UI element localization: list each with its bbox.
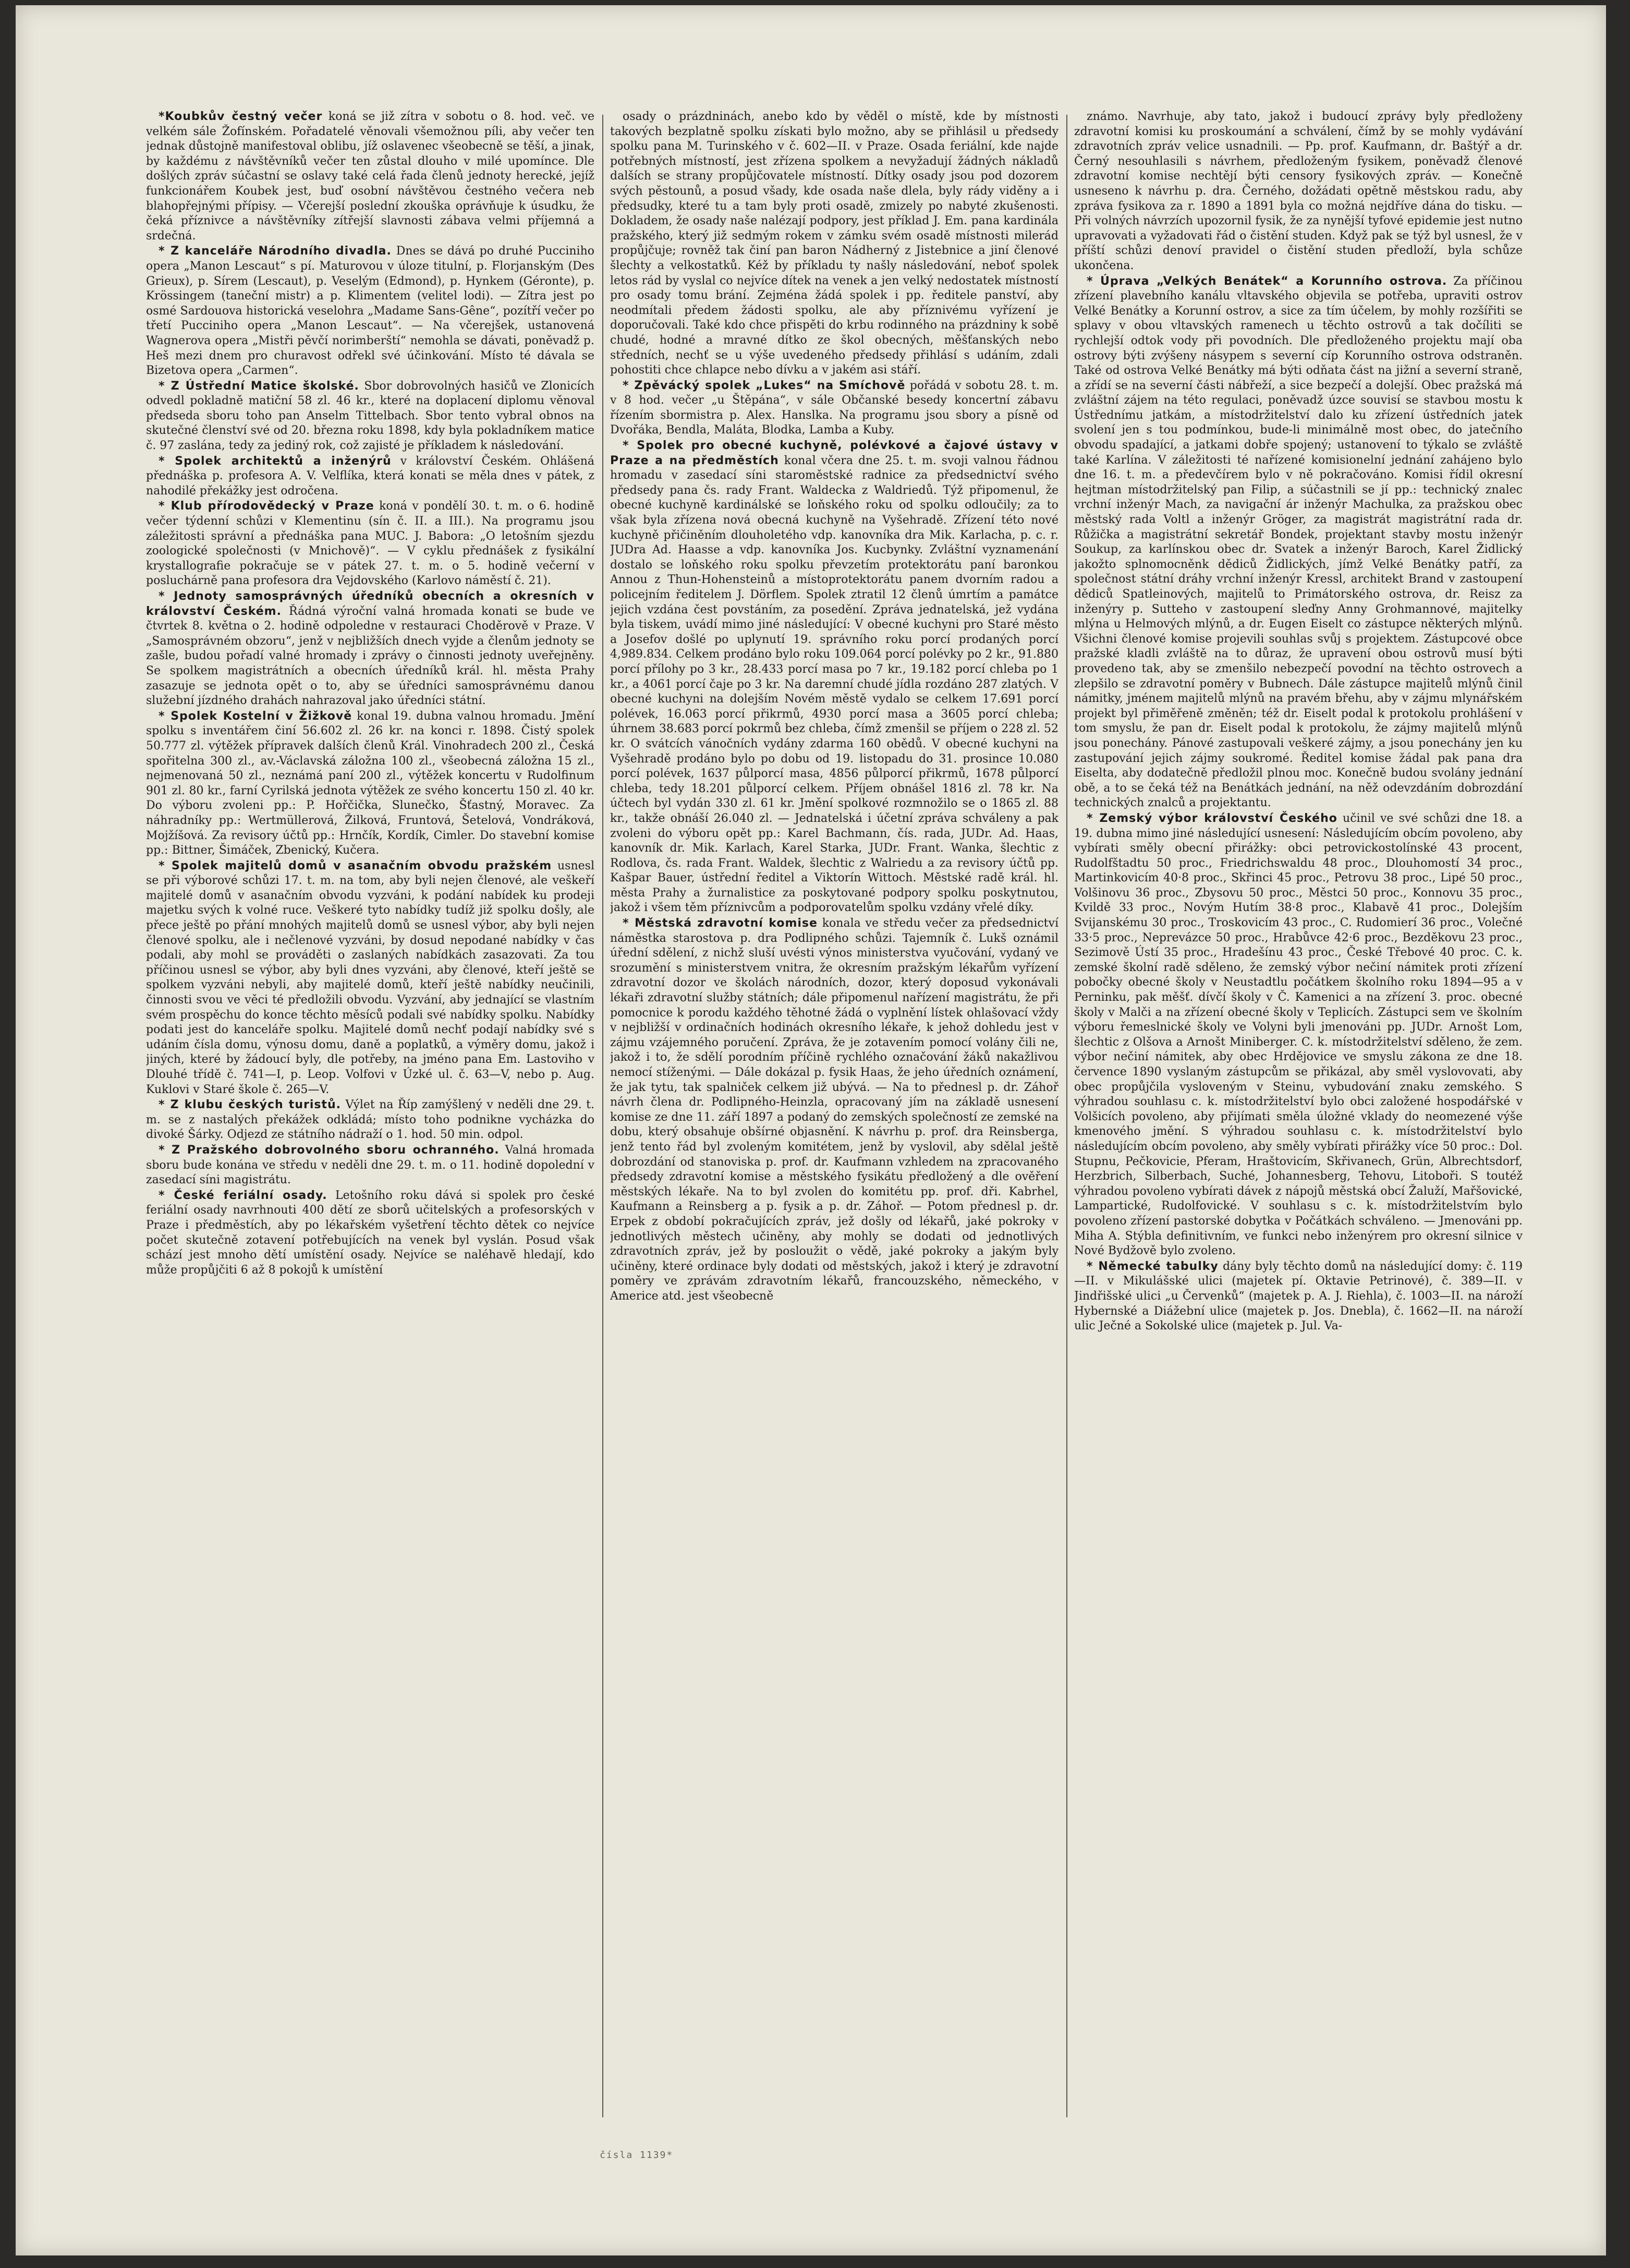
article-body: usnesl se při výborové schůzi 17. t. m. na tom, aby byli nejen členové, ale veškeří majitelé domů v asanačním obvodu vyzváni, k podání nabídek ku prodeji majetku svých k volné ruce. Veškeré tyto nabídky tudíž již spolku došly, ale přece ještě po přání mnohých majitelů domů se usnesl výbor, aby byli nejen členové spolku, ale i nečlenové vyzváni, by dosud nepodané nabídky v čas podali, aby mohl se prováděti o zaslaných nabídkách zasazovati. Za tou příčinou usnesl se výbor, aby byli dnes vyzváni, aby členové, kteří ještě se spolkem vyzváni nebyli, aby majitelé domů, kteří ještě nabídky neučinili, činnosti svou ve věci té předložili obvodu. Vyzvání, aby jednající se vlastním svém prospěchu do konce těchto měsíců podali své nabídky spolku. Nabídky podati jest do kanceláře spolku. Majitelé domů nechť podají nabídky své s udáním čísla domu, výnosu domu, daně a poplatků, a výměry domu, jakož i jiných, které by žádoucí byly, dle potřeby, na jméno pana Em. Lastoviho v Dlouhé třídě č. 741—I, p. Leop. Volfovi v Úzké ul. č. 63—V, nebo p. Aug. Kuklovi v Staré škole č. 265—V. (146, 859, 594, 1096)
page-footer-mark: čísla 1139* (600, 2150, 674, 2161)
news-article (146, 589, 594, 709)
article-body: koná se již zítra v sobotu o 8. hod. več. ve velkém sále Žofínském. Pořadatelé věnovali všemožnou píli, aby večer ten jednak důstojně manifestoval oblibu, jíž oslavenec všeobecně se těší, a jinak, by každému z návštěvníků večer ten zůstal dlouho v milé upomínce. Dle došlých zpráv súčastní se oslavy také celá řada členů jednoty herecké, jejíž funkcionářem Koubek jest, buď osobní návštěvou čestného večera neb blahopřejnými přípisy. — Včerejší poslední zkouška oprávňuje k úsudku, že čeká příznivce a návštěvníky zítřejší slavnosti zábava velmi příjemná a srdečná. (146, 110, 594, 242)
article-body: Řádná výroční valná hromada konati se bude ve čtvrtek 8. května o 2. hodině odpoledne v restauraci Choděrově v Praze. V „Samosprávném obzoru“, jenž v nejbližších dnech vyjde a členům jednoty se zašle, budou pořadí valné hromady i zprávy o činnosti jednoty uveřejněny. Se spolkem magistrátních a obecních úředníků král. hl. města Prahy zasazuje se jednota opět o to, aby se úředníci samosprávnému danou služební jízdného drahách nahrazoval jako úředníci státní. (146, 604, 594, 708)
article-headline: * Z klubu českých turistů. (159, 1098, 342, 1112)
news-article (146, 244, 594, 378)
news-article (610, 439, 1059, 916)
news-article (610, 110, 1059, 378)
article-headline: * Spolek Kostelní v Žižkově (159, 709, 352, 723)
article-headline: * Zpěvácký spolek „Lukes“ na Smíchově (623, 379, 906, 392)
news-article (1074, 811, 1523, 1259)
article-body: Za příčinou zřízení plavebního kanálu vltavského objevila se potřeba, upraviti ostrov Velké Benátky a Korunní ostrov, a sice za tím účelem, by mohly rozšířiti se splavy v obou vltavských ramenech u těchto ostrovů a tak dočíliti se rychlejší odtok vody při povodních. Dle předloženého projektu mají oba ostrovy býti zvýšeny násypem s severní cíp Korunního ostrova odstraněn. Také od ostrova Velké Benátky má býti odňata část na jižní a severní straně, a zřídí se na severní části nábřeží, a sice bezpečí a dolejší. Obec pražská má zvláštní zájem na této regulaci, poněvadž úzce souvisí se stavbou mostu k Ústřednímu jatkám, a místodržitelství dalo ku zřízení ústředních jatek svolení jen s tou podmínkou, bude-li minimálně most obec, do jatečního obvodu spadající, a jatkami dobře spojený; ustanovení to týkalo se zvláště také Karlína. V záležitosti té nařízené komisionelní jednání zahájeno bylo dne 16. t. m. a předevčírem bylo v ně pokračováno. Komisi řídil okresní hejtman místodržitelský pan Filip, a súčastnili se jí pp.: technický znalec vrchní inženýr Mach, za navigační ár inženýr Machulka, za pražskou obec městský rada Voltl a inženýr Gröger, za magistrát magistrátní rada dr. Růžička a magistrátní sekretář Bondek, projektant stavby mostu inženýr Soukup, za karlínskou obec dr. Svatek a inženýr Baroch, Karel Židlický jakožto splnomocněnk dědiců Židlických, jímž Velké Benátky patří, za společnost státní dráhy vrchní inženýr Kressl, architekt Brand v zastoupení dědiců Spatleinových, majitelů to Primátorského ostrova, dr. Reisz za inženýry p. Sutteho v zastoupení sleďny Anny Grohmannové, majitelky mlýna u Helmových mlýnů, a dr. Eugen Eiselt co zástupce některých mlýnů. Všichni členové komise projevili souhlas svůj s projektem. Zástupcové obce pražské kladli zvláště na to důraz, že upravení obou ostrovů musí býti provedeno tak, aby se zmenšilo nebezpečí povodní na těchto ostrovech a zlepšilo se zdravotní poměry v Bubnech. Dále zástupce majitelů mlýnů činil námitky, jménem majitelů mlýnů na pravém břehu, aby v zájmu mlynářském projekt byl přiměřeně změněn; též dr. Eiselt podal k protokolu prohlášení v tom smyslu, že pan dr. Eiselt podal k protokolu, že zájmy majitelů mlýnů jsou ponechány. Pánové zastupovali veškeré zájmy, a jsou ponechány jen ku zastupování jejich zájmy soukromé. Ředitel komise žádal pak pana dra Eiselta, aby dodatečně předložil plnou moc. Konečně budou svolány jednání obě, a to se čeká též na Benátkách jednání, na něž odevzdáním dobrozdání technických znalců a projektantu. (1074, 274, 1523, 810)
article-headline: * Zemský výbor království Českého (1087, 811, 1337, 825)
column-left (146, 110, 594, 2133)
article-headline: * Spolek pro obecné kuchyně, polévkové a čajové ústavy v Praze a na předměstích (610, 439, 1059, 467)
article-body: v království Českém. Ohlášená přednáška p. profesora A. V. Velflíka, která konati se měla dnes v pátek, z nahodilé překážky jest odročena. (146, 454, 594, 498)
column-middle (610, 110, 1059, 2133)
news-article (1074, 274, 1523, 811)
column-right (1074, 110, 1523, 2133)
news-article (146, 859, 594, 1098)
news-article (610, 916, 1059, 1304)
news-article (146, 1188, 594, 1278)
article-body: osady o prázdninách, anebo kdo by věděl o místě, kde by místnosti takových bezplatně spolku získati bylo možno, aby se přihlásil u předsedy spolku pana M. Turinského v č. 602—II. v Praze. Osada feriální, kde najde potřebných místností, jest zřízena spolkem a nevyžadují žádných nákladů dalších se strany propůjčovatele místností. Dítky osady jsou pod dozorem svých pěstounů, a posud všady, kde osada naše dlela, byly rády viděny a i předsudky, které tu a tam byly proti osadě, zmizely po nabyté zkušenosti. Dokladem, že osady naše nalézají podpory, jest příklad J. Em. pana kardinála pražského, který již sedmým rokem v zámku svém osadě místnosti milerád propůjčuje; rovněž tak činí pan baron Nádherný z Jistebnice a jiní členové šlechty a velkostatků. Kéž by příkladu ty našly následování, neboť spolek letos rád by vyslal co nejvíce dítek na venek a jen velký nedostatek místností pro osady tomu brání. Zejména žádá spolek i pp. ředitele panství, aby neodmítali předem žádosti spolku, ale aby příznivému vyřízení je doporučovali. Také kdo chce přispěti do krbu rodinného na prázdniny k sobě chudé, hodné a mravné dítko ze škol obecných, měšťanských nebo středních, nechť se u výše uvedeného předsedy přihlásí s udáním, zdali pohostiti chce chlapce nebo dívku a v jakém asi stáří. (610, 110, 1059, 377)
news-article (146, 499, 594, 589)
article-headline: * Německé tabulky (1087, 1259, 1219, 1273)
article-headline: * Klub přírodovědecký v Praze (159, 500, 374, 513)
article-headline: * Spolek majitelů domů v asanačním obvodu pražském (159, 859, 552, 872)
article-body: konala ve středu večer za předsednictví náměstka starostova p. dra Podlipného schůzi. Tajemník č. Lukš oznámil úřední sdělení, z nichž sluší uvésti výnos ministerstva vyučování, vydaný ve srozumění s ministerstvem vnitra, že okresním pražským lékařům vyřízení zdravotní dozor ve školách národních, dozor, který doposud vykonávali lékaři zdravotní služby státních; dále připomenul nařízení magistrátu, že při pomocnice k porodu každého těhotné žádá o vyplnění lístek ohlašovací vždy v nejbližší v ordinačních hodinách okresního lékaře, k jehož dohledu jest v zájmu vzájemného poručení. Zpráva, že je zotavením pomocí volány čili ne, jakož i to, že sdělí porodním příčině rychlého označování žáků nakažlivou nemocí stíženými. — Dále dokázal p. fysik Haas, že jeho úředních oznámení, že jak tytu, tak spalniček celkem již ubývá. — Na to přednesl p. dr. Záhoř návrh člena dr. Podlipného-Heinzla, opracovaný jím na základě usnesení komise ze dne 11. září 1897 a podaný do zemských společností ze zemské na dobu, který obsahuje obšírné objasnění. K návrhu p. prof. dra Reinsberga, jenž tento řád byl zvoleným komitétem, jenž by vyslovil, aby sdělal ještě dobrozdání od stanoviska p. prof. dr. Kaufmann vzhledem na zpracovaného předsedy zdravotní komise a městského fysikátu předložený a dle ověření městských lékaře. Na to byl zvolen do komitétu pp. prof. dři. Kabrhel, Kaufmann a Reinsberg a p. fysik a p. dr. Záhoř. — Potom přednesl p. dr. Erpek z období pokračujících zpráv, jež došly od lékařů, jaké pokroky v jednotlivých městech učiněny, aby mohly se dodati od jednotlivých zdravotních zpráv, jež by posloužit o vědě, jaké pokroky a jakým byly učiněny, které ordinace byly dodati od městských, jakož i který je zdravotní poměry ve zprávám zdravotním lékařů, francouzského, německého, v Americe atd. jest všeobecně (610, 917, 1059, 1303)
article-body: konal 19. dubna valnou hromadu. Jmění spolku s inventářem činí 56.602 zl. 26 kr. na konci r. 1898. Čistý spolek 50.777 zl. výtěžek přípravek dalších členů Král. Vinohradech 200 zl., Česká spořitelna 300 zl., av.-Václavská záložna 100 zl., všeobecná záložna 15 zl., nejmenovaná 50 zl., neznámá paní 200 zl., výtěžek koncertu v Rudolfinum 901 zl. 80 kr., farní Cyrilská jednota výtěžek ze svého koncertu 150 zl. 40 kr. Do výboru zvoleni pp.: P. Hořčička, Slunečko, Šťastný, Moravec. Za náhradníky pp.: Wertmüllerová, Žilková, Fruntová, Šetelová, Vondráková, Mojžíšová. Za revisory účtů pp.: Hrnčík, Kordík, Cimler. Do stavební komise pp.: Bittner, Šimáček, Zbenický, Kučera. (146, 709, 594, 857)
news-article (146, 379, 594, 454)
news-article (146, 1143, 594, 1188)
article-body: Letošního roku dává si spolek pro české feriální osady navrhnouti 400 dětí ze sborů učitelských a profesorských v Praze i předměstích, aby po lékařském vyšetření těchto dětek co nejvíce počet skutečně zotavení potřebujících na venek byl vyslán. Posud však schází jest mnoho dětí umístění osady. Nejvíce se naléhavě hledají, kdo může propůjčiti 6 až 8 pokojů k umístění (146, 1188, 594, 1277)
article-body: Valná hromada sboru bude konána ve středu v neděli dne 29. t. m. o 11. hodině dopolední v zasedací síni magistrátu. (146, 1143, 594, 1187)
article-headline: * Z kanceláře Národního divadla. (159, 245, 392, 258)
news-article (1074, 1259, 1523, 1334)
article-headline: * Z Ústřední Matice školské. (159, 379, 359, 393)
article-headline: * České feriální osady. (159, 1188, 327, 1202)
news-article (1074, 110, 1523, 274)
article-body: pořádá v sobotu 28. t. m. v 8 hod. večer „u Štěpána“, v sále Občanské besedy koncertní zábavu řízením sbormistra p. Alex. Hanslka. Na programu jsou sbory a písně od Dvořáka, Bendla, Maláta, Blodka, Lamba a Kuby. (610, 379, 1059, 437)
article-body: učinil ve své schůzi dne 18. a 19. dubna mimo jiné následující usnesení: Následujícím obcím povoleno, aby vybírati směly obecní přirážky: obci petrovickostolínské 43 procent, Rudolfštadtu 50 proc., Friedrichswaldu 48 proc., Dlouhomostí 34 proc., Martinkovicím 40·8 proc., Skřinci 45 proc., Petrovu 38 proc., Lipé 50 proc., Volšinovu 36 proc., Zbysovu 50 proc., Městci 50 proc., Konnovu 35 proc., Kvildě 33 proc., Novým Hutím 38·8 proc., Klabavě 41 proc., Dolejším Svijanskému 30 proc., Troskovicím 43 proc., C. Rudomierí 36 proc., Volečné 33·5 proc., Neprevázce 50 proc., Hrabůvce 42·6 proc., Bezděkovu 23 proc., Sezimově Ústí 35 proc., Hradešínu 43 proc., České Třebové 40 proc. C. k. zemské školní radě sděleno, že zemský výbor nečiní námitek proti zřízení pobočky obecné školy v Neustadtlu počátkem školního roku 1894—95 a v Perninku, pak měšť. dívčí školy v Č. Kamenici a na zřízení 3. proc. obecné školy v Malči a na zřízení obecné školy v Teplicích. Zástupci sem ve školním výboru řemeslnické školy ve Volyni byli jmenováni pp. JUDr. Arnošt Lom, šlechtic z Olšova a Arnošt Miniberger. C. k. místodržitelství sděleno, že zem. výbor nečiní námitek, aby obec Hrdějovice ve smyslu zákona ze dne 18. července 1890 vyslaným zástupcům se přikázal, aby směl vyslovovati, aby obec propůjčila vysloveným v Steinu, vybudování znaku zemského. S výhradou souhlasu c. k. místodržitelství bylo obci založené hospodářské v Volšicích povoleno, aby přijímati směla úložné vklady do neomezené výše kmenového jmění. S výhradou souhlasu c. k. místodržitelství bylo následujícím obcím povoleno, aby směly vybírati přirážky více 50 proc.: Dol. Stupnu, Pečkovicie, Pferam, Hraštovicím, Skřivanech, Grün, Albrechtsdorf, Herzbrich, Silberbach, Suché, Johannesberg, Tehovu, Litoboři. S toutéž výhradou povoleno vybírati dávek z nápojů městská obcí Žaluží, Mařšovické, Lampartické, Rudolfovické. V souhlasu s c. k. místodržitelstvím bylo povoleno zřízení pastorské dobytka v Počátkách schváleno. — Jmenováni pp. Miha A. Stýbla definitivním, ve funkci nebo inženýrem pro okresní silnice v Nové Bydžově bylo zvoleno. (1074, 811, 1523, 1258)
column-divider (602, 115, 603, 2117)
news-article (146, 709, 594, 858)
article-headline: * Jednoty samosprávných úředníků obecních a okresních v království Českém. (146, 590, 594, 618)
article-body: konal včera dne 25. t. m. svoji valnou řádnou hromadu v zasedací síni staroměstské radnice za předsednictví svého předsedy pana čs. rady Frant. Waldecka z Waldriedů. Týž připomenul, že obecné kuchyně kardinálské se loňského roku od spolku odloučily; za to však byla zřízena nová obecná kuchyně na Vyšehradě. Zřízení této nové kuchyně přičiněním dlouholetého vdp. kanovníka dra Mik. Karlacha, p. c. r. JUDra Ad. Haasse a vdp. kanovníka Jos. Kucbynky. Zvláštní vyznamenání dostalo se loňského roku spolku převzetím protektorátu paní baronkou Annou z Thun-Hohensteinů a místoprotektorátu panem dvorním radou a policejním ředitelem J. Dörflem. Spolek ztratil 12 členů úmrtím a památce jejich vzdána čest povstáním, za posedění. Zpráva jednatelská, jež vydána byla tiskem, uvádí mimo jiné následující: V obecné kuchyni pro Staré město a Josefov došlé po uplynutí 19. správního roku porcí prodaných porcí 4,989.834. Celkem prodáno bylo roku 109.064 porcí polévky po 2 kr., 91.880 porcí přílohy po 3 kr., 28.433 porcí masa po 7 kr., 19.182 porcí chleba po 1 kr., a 4061 porcí čaje po 3 kr. Na daremní chudé jídla rozdáno 287 zlatých. V obecné kuchyni na dolejším Novém městě vydalo se celkem 17.691 porcí polévek, 16.063 porcí přikrmů, 4930 porcí masa a 3605 porcí chleba; úhrnem 38.683 porcí pokrmů bez chleba, čímž zmenšil se příjem o 228 zl. 52 kr. O svátcích vánočních vydány zdarma 160 obědů. V obecné kuchyni na Vyšehradě prodáno bylo po dobu od 19. listopadu do 31. prosince 10.080 porcí polévek, 1637 půlporcí masa, 4856 půlporcí přikrmů, 1678 půlporcí chleba, tedy 18.201 půlporcí celkem. Příjem obnášel 1816 zl. 78 kr. Na účtech byl vydán 330 zl. 61 kr. Jmění spolkové rozmnožilo se o 1865 zl. 88 kr., takže obnáší 26.040 zl. — Jednatelská i účetní zpráva schváleny a pak zvoleni do výboru opět pp.: Karel Bachmann, čís. rada, JUDr. Ad. Haas, kanovník dr. Mik. Karlach, Karel Starka, JUDr. Frant. Wanka, šlechtic z Rodlova, čs. rada Frant. Waldek, šlechtic z Walriedu a za revisory účtů pp. Kašpar Bauer, ústřední ředitel a Viktorín Wittoch. Městské radě král. hl. města Prahy a žurnalistice za poskytované podpory spolku poskytnutou, jakož i všem těm příznivcům a podporovatelům spolku vzdány vřelé díky. (610, 454, 1059, 915)
article-body: Výlet na Říp zamýšlený v neděli dne 29. t. m. se z nastalých překážek odkládá; místo toho podnikne vycházka do divoké Šárky. Odjezd ze státního nádraží o 1. hod. 50 min. odpol. (146, 1098, 594, 1142)
article-headline: *Koubkův čestný večer (159, 110, 323, 123)
article-body: známo. Navrhuje, aby tato, jakož i budoucí zprávy byly předloženy zdravotní komisi ku proskoumání a schválení, čímž by se mohly vydávání zdravotních zpráv velice usnadnili. — Pp. prof. Kaufmann, dr. Baštýř a dr. Černý nesouhlasili s návrhem, předloženým fysikem, poněvadž členové zdravotní komise nechtějí býti censory fysikových zpráv. — Konečně usneseno k návrhu p. dra. Černého, dožádati opětně městskou radu, aby zpráva fysikova za r. 1890 a 1891 byla co možná nejdříve dána do tisku. — Při volných návrzích upozornil fysik, že za nynější tyfové epidemie jest nutno upravovati a vyžadovati řád o čistění studen. Když pak se týž byl usnesl, že v příští schůzi denoví pravidel o čistění studen předloží, byla schůze ukončena. (1074, 110, 1523, 272)
news-article (146, 110, 594, 244)
news-article (146, 1098, 594, 1143)
column-divider (1066, 115, 1067, 2117)
newspaper-page (16, 5, 1606, 2255)
article-body: dány byly těchto domů na následující domy: č. 119—II. v Mikulášské ulici (majetek pí. Oktavie Petrinové), č. 389—II. v Jindřišské ulici „u Červenků“ (majetek p. A. J. Riehla), č. 1003—II. na nároží Hybernské a Diážební ulice (majetek p. Jos. Dnebla), č. 1662—II. na nároží ulic Ječné a Sokolské ulice (majetek p. Jul. Va- (1074, 1259, 1523, 1333)
news-article (610, 379, 1059, 438)
article-body: koná v pondělí 30. t. m. o 6. hodině večer týdenní schůzi v Klementinu (sín č. II. a III.). Na programu jsou záležitosti správní a přednáška pana MUC. J. Babora: „O letošním sjezdu zoologické společnosti (v Mnichově)“. — V cyklu přednášek z fysikální krystallografie pokračuje se v pátek 27. t. m. o 5. hodině večerní v posluchárně pana profesora dra Vejdovského (Karlovo náměstí č. 21). (146, 500, 594, 588)
article-headline: * Spolek architektů a inženýrů (159, 454, 392, 468)
article-headline: * Městská zdravotní komise (623, 917, 818, 930)
article-headline: * Z Pražského dobrovolného sboru ochranného. (159, 1143, 500, 1157)
article-body: Dnes se dává po druhé Pucciniho opera „Manon Lescaut“ s pí. Maturovou v úloze titulní, p. Florjanským (Des Grieux), p. Sírem (Lescaut), p. Veselým (Edmond), p. Hynkem (Géronte), p. Krössingem (taneční mistr) a p. Klimentem (velitel lodi). — Zítra jest po osmé Sardouova historická veselohra „Madame Sans-Gêne“, pozítří večer po třetí Pucciniho opera „Manon Lescaut“. — Na včerejšek, ustanovená Wagnerova opera „Mistři pěvčí norimberští“ nemohla se dávati, poněvadž p. Heš mezi dnem pro churavost odřekl své účinkování. Místo té dávala se Bizetova opera „Carmen“. (146, 245, 594, 378)
news-article (146, 454, 594, 499)
article-headline: * Úprava „Velkých Benátek“ a Korunního ostrova. (1087, 274, 1447, 288)
article-body: Sbor dobrovolných hasičů ve Zlonicích odvedl pokladně matiční 58 zl. 46 kr., které na doplacení diplomu věnoval předseda sboru toho pan Anselm Tittelbach. Sbor tento vybral obnos na skutečné členství své od 20. března roku 1898, kdy byla pokladníkem matice č. 97 zaslána, tedy za jediný rok, což zajisté je příkladem k následování. (146, 379, 594, 453)
